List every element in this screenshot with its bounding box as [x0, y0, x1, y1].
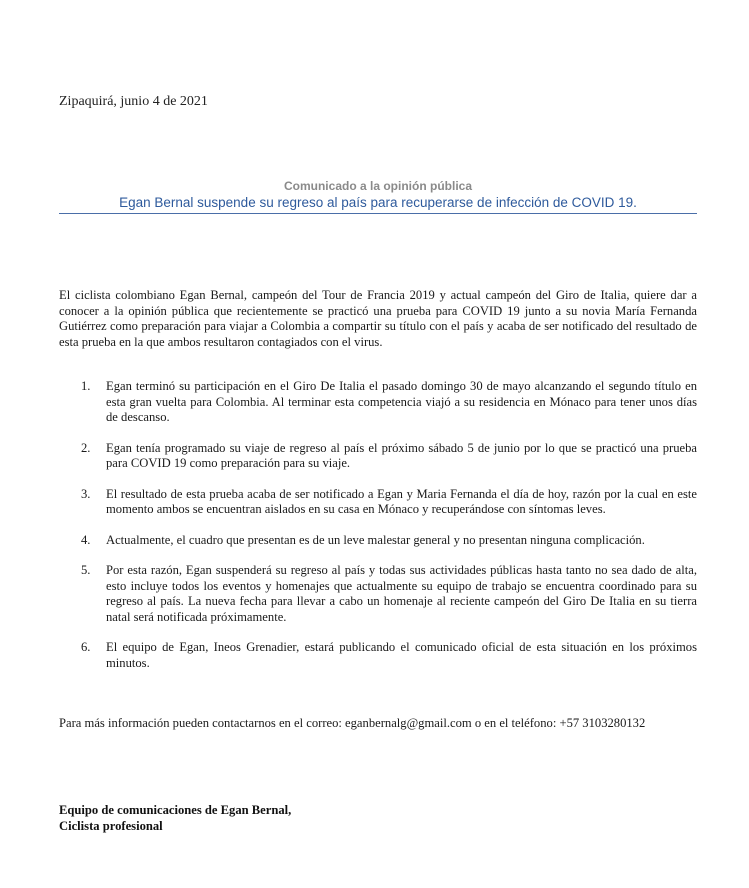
list-item-number: 2.	[81, 440, 91, 455]
header-kicker: Comunicado a la opinión pública	[283, 179, 472, 193]
date-line: Zipaquirá, junio 4 de 2021	[59, 94, 208, 109]
list-item	[59, 487, 697, 518]
list-item-number: 6.	[81, 640, 91, 654]
list-item-number: 4.	[81, 532, 91, 547]
list-item-text: El equipo de Egan, Ineos Grenadier, estará publicando el comunicado oficial de esta situación en los próximos minutos.	[106, 640, 697, 670]
list-item	[59, 640, 697, 671]
signature-line-2: Ciclista profesional	[59, 819, 163, 833]
list-item-text: Por esta razón, Egan suspenderá su regreso al país y todas sus actividades públicas hasta tanto no sea dado de alta, esto incluye todos los eventos y homenajes que actualmente su equipo de trabajo se encuentra coordinado para su regreso al país. La nueva fecha para llevar a cabo un homenaje al reciente campeón del Giro De Italia en su tierra natal será notificada próximamente.	[106, 563, 697, 624]
numbered-list	[59, 379, 697, 686]
list-item	[59, 441, 697, 472]
signature-line-1: Equipo de comunicaciones de Egan Bernal,	[59, 803, 292, 817]
contact-line: Para más información pueden contactarnos en el correo: eganbernalg@gmail.com o en el teléfono: +57 3103280132	[59, 716, 646, 730]
list-item-text: Egan tenía programado su viaje de regreso al país el próximo sábado 5 de junio por lo que se practicó una prueba para COVID 19 como preparación para su viaje.	[106, 440, 697, 470]
list-item-number: 5.	[81, 563, 91, 577]
list-item-number: 1.	[81, 379, 91, 393]
list-item-text: Actualmente, el cuadro que presentan es de un leve malestar general y no presentan ninguna complicación.	[106, 532, 645, 547]
list-item	[59, 533, 697, 549]
list-item-number: 3.	[81, 486, 91, 501]
list-item	[59, 563, 697, 625]
intro-paragraph: El ciclista colombiano Egan Bernal, campeón del Tour de Francia 2019 y actual campeón del Giro de Italia, quiere dar a conocer a la opinión pública que recientemente se practicó una prueba para COVID 19 junto a su novia María Fernanda Gutiérrez como preparación para viajar a Colombia a compartir su título con el país y acaba de ser notificado del resultado de esta prueba en la que ambos resultaron contagiados con el virus.	[59, 288, 697, 349]
document-header	[59, 178, 697, 212]
header-divider	[59, 213, 697, 214]
list-item-text: Egan terminó su participación en el Giro De Italia el pasado domingo 30 de mayo alcanzando el segundo título en esta gran vuelta para Colombia. Al terminar esta competencia viajó a su residencia en Mónaco para tener unos días de descanso.	[106, 379, 697, 424]
signature-block	[59, 802, 291, 834]
list-item-text: El resultado de esta prueba acaba de ser notificado a Egan y Maria Fernanda el día de hoy, razón por la cual en este momento ambos se encuentran aislados en su casa en Mónaco y recuperándose con síntomas leves.	[106, 486, 697, 516]
list-item	[59, 379, 697, 426]
header-headline: Egan Bernal suspende su regreso al país para recuperarse de infección de COVID 19.	[119, 195, 637, 210]
